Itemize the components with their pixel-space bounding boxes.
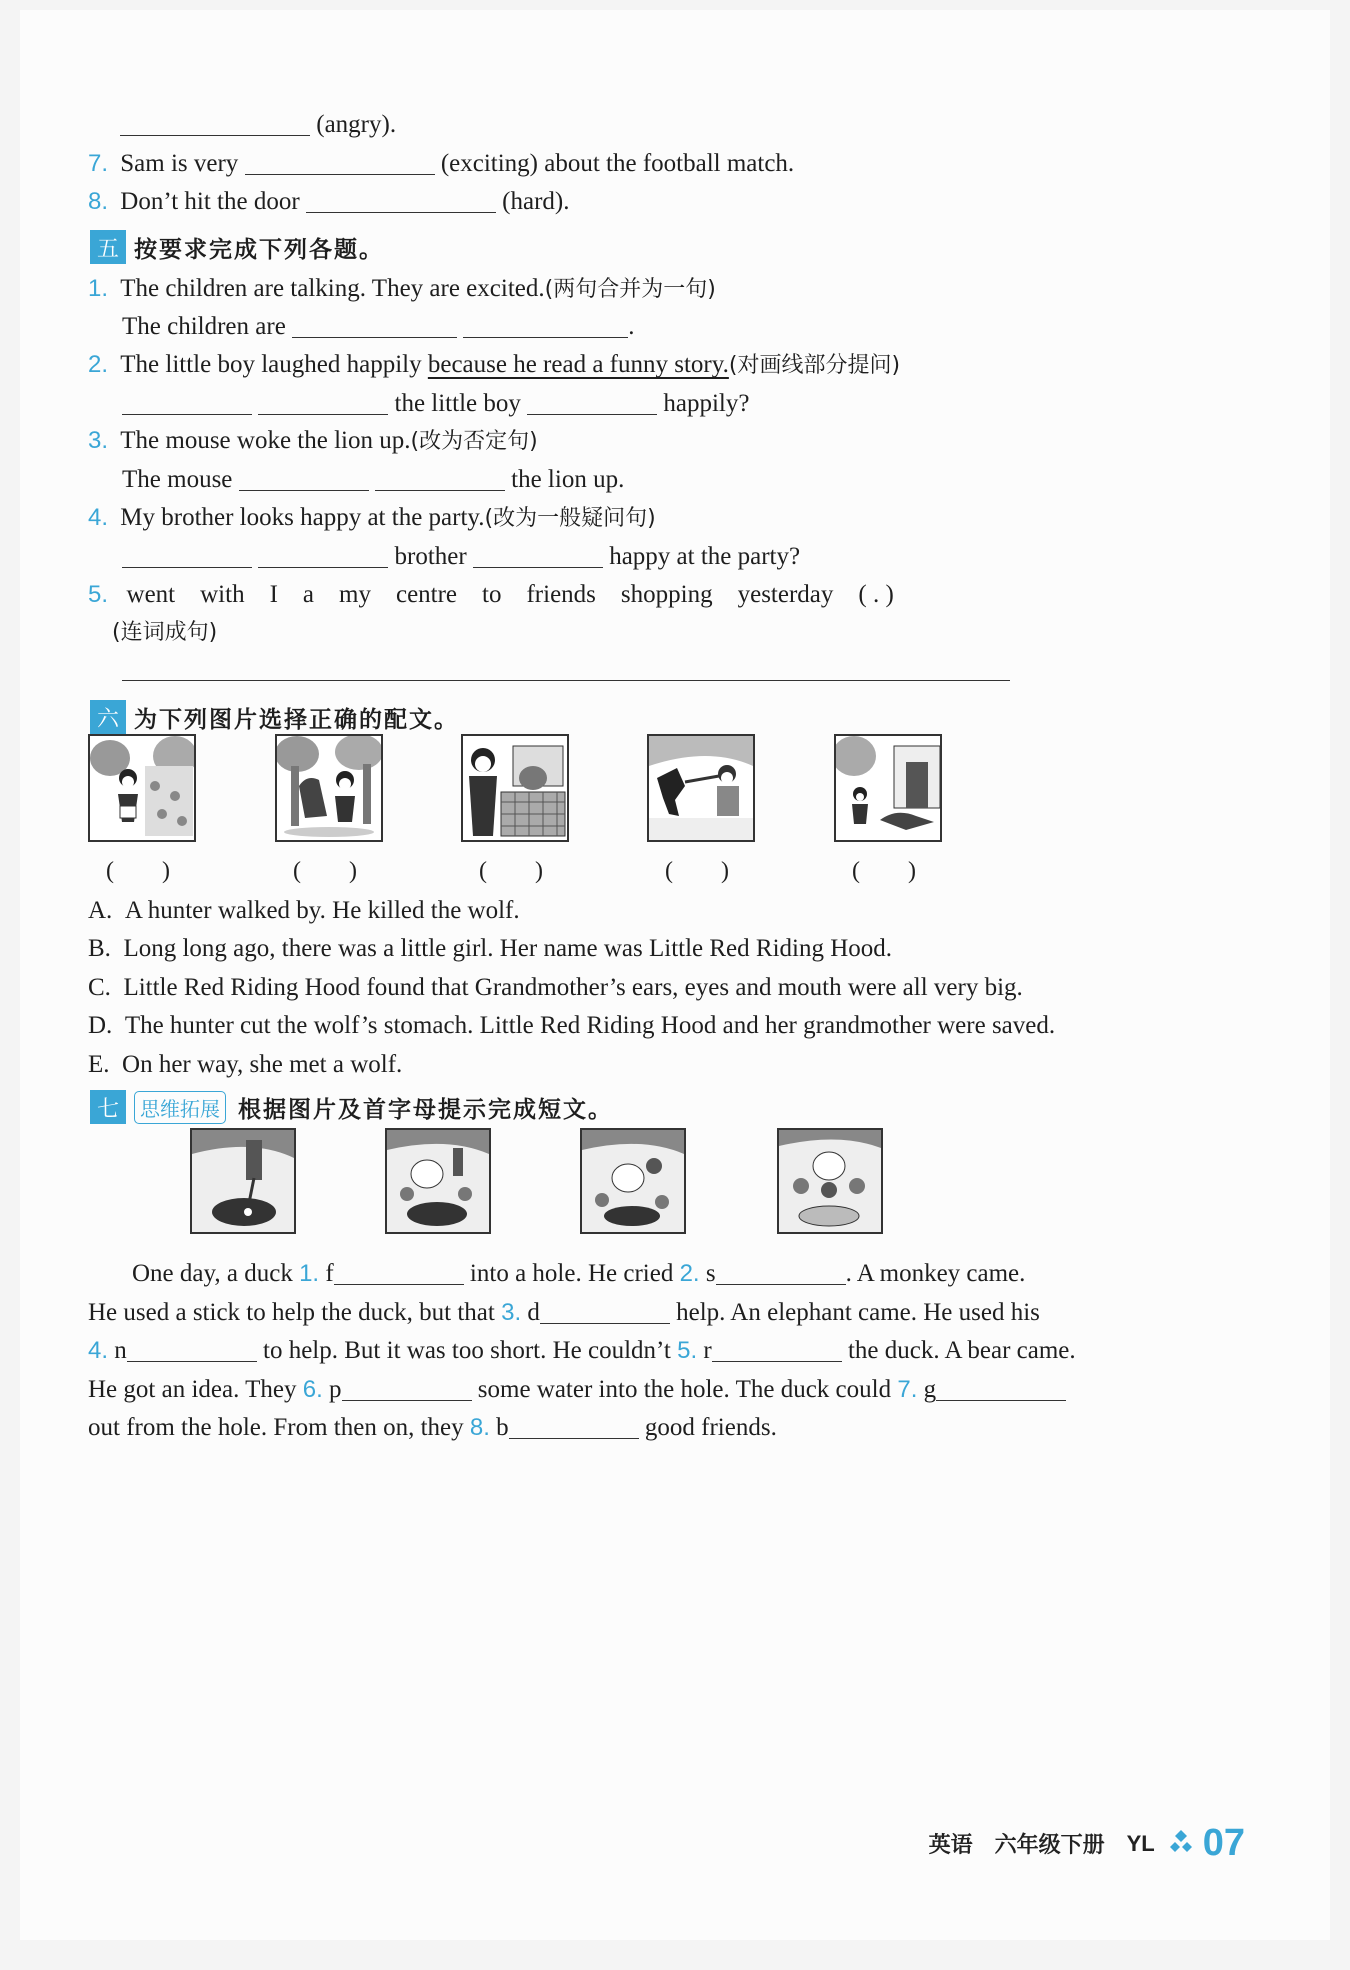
option-c: C. Little Red Riding Hood found that Grandmother’s ears, eyes and mouth were all very big.	[88, 974, 1023, 1001]
picture-duck-in-hole	[190, 1128, 296, 1234]
answer-bracket[interactable]: ( )	[293, 858, 357, 884]
section-badge: 七	[90, 1090, 126, 1124]
answer-blank[interactable]	[342, 1374, 472, 1401]
answer-blank[interactable]	[120, 109, 310, 136]
answer-blank[interactable]	[527, 388, 657, 415]
subject-label: 英语	[928, 1833, 973, 1858]
answer-blank[interactable]	[712, 1335, 842, 1362]
answer-blank[interactable]	[306, 186, 496, 213]
picture-friends-together	[777, 1128, 883, 1234]
option-d: D. The hunter cut the wolf’s stomach. Little Red Riding Hood and her grandmother were saved.	[88, 1012, 1056, 1039]
question-8: 8. Don’t hit the door (hard).	[88, 188, 570, 215]
answer-line[interactable]	[122, 680, 1010, 681]
section-badge: 五	[90, 230, 126, 264]
answer-blank[interactable]	[122, 541, 252, 568]
s5-question-3: 3. The mouse woke the lion up.(改为否定句)	[88, 427, 538, 454]
answer-blank[interactable]	[258, 388, 388, 415]
option-e: E. On her way, she met a wolf.	[88, 1051, 403, 1078]
s5-answer-3: The mouse the lion up.	[122, 466, 625, 493]
page-number: 07	[1202, 1822, 1245, 1864]
answer-blank[interactable]	[292, 311, 457, 338]
answer-blank[interactable]	[509, 1412, 639, 1439]
page-footer	[929, 1822, 1245, 1865]
answer-blank[interactable]	[936, 1374, 1066, 1401]
answer-bracket[interactable]: ( )	[479, 858, 543, 884]
passage-line-4: He got an idea. They 6. p some water into the hole. The duck could 7. g	[20, 1373, 1330, 1407]
underlined-phrase: because he read a funny story.	[427, 351, 729, 378]
option-b: B. Long long ago, there was a little girl. Her name was Little Red Riding Hood.	[88, 935, 893, 962]
answer-bracket[interactable]: ( )	[852, 858, 916, 884]
section-title: 为下列图片选择正确的配文。	[134, 706, 459, 733]
picture-girl-saved	[834, 734, 942, 842]
s5-question-4: 4. My brother looks happy at the party.(改为一般疑问句)	[88, 504, 656, 531]
answer-blank[interactable]	[540, 1297, 670, 1324]
answer-blank[interactable]	[239, 464, 369, 491]
section-7-header	[90, 1088, 613, 1126]
section-5-header	[90, 228, 384, 266]
passage-line-5: out from the hole. From then on, they 8. b good friends.	[88, 1414, 777, 1441]
section-badge: 六	[90, 700, 126, 734]
answer-bracket[interactable]: ( )	[106, 858, 170, 884]
extension-tag: 思维拓展	[134, 1091, 226, 1124]
worksheet-page	[20, 10, 1330, 1940]
answer-blank[interactable]	[473, 541, 603, 568]
answer-blank[interactable]	[122, 388, 252, 415]
q6-continuation: (angry).	[20, 108, 1330, 142]
option-a: A. A hunter walked by. He killed the wolf.	[88, 897, 520, 924]
passage-line-2: He used a stick to help the duck, but that 3. d help. An elephant came. He used his	[88, 1299, 1040, 1326]
s5-question-5: 5. went with I a my centre to friends shopping yesterday ( . )	[88, 581, 894, 608]
answer-blank[interactable]	[463, 311, 628, 338]
picture-hunter-and-wolf	[647, 734, 755, 842]
edition-label: YL	[1126, 1830, 1155, 1856]
section-title: 根据图片及首字母提示完成短文。	[238, 1096, 613, 1123]
answer-blank[interactable]	[127, 1335, 257, 1362]
answer-blank[interactable]	[375, 464, 505, 491]
picture-girl-in-garden	[88, 734, 196, 842]
s5-q5-note: (连词成句)	[112, 620, 218, 645]
passage-line-1: One day, a duck 1. f into a hole. He cried 2. s . A monkey came.	[132, 1260, 1026, 1287]
picture-elephant-helps	[385, 1128, 491, 1234]
grade-label: 六年级下册	[994, 1833, 1105, 1858]
section-title: 按要求完成下列各题。	[134, 236, 384, 263]
answer-blank[interactable]	[245, 148, 435, 175]
answer-blank[interactable]	[258, 541, 388, 568]
answer-blank[interactable]	[334, 1258, 464, 1285]
s5-answer-1: The children are .	[122, 313, 635, 340]
answer-blank[interactable]	[716, 1258, 846, 1285]
s5-question-1: 1. The children are talking. They are excited.(两句合并为一句)	[88, 275, 716, 302]
question-7: 7. Sam is very (exciting) about the football match.	[88, 150, 795, 177]
picture-girl-meets-wolf	[275, 734, 383, 842]
s5-question-2: 2. The little boy laughed happily because he read a funny story.(对画线部分提问)	[88, 351, 901, 378]
section-6-header	[90, 698, 459, 736]
passage-line-3: 4. n to help. But it was too short. He couldn’t 5. r the duck. A bear came.	[88, 1337, 1076, 1364]
answer-bracket[interactable]: ( )	[665, 858, 729, 884]
s5-answer-4: brother happy at the party?	[20, 540, 1330, 574]
diamond-icon	[1169, 1829, 1193, 1859]
s5-answer-2: the little boy happily?	[20, 387, 1330, 421]
picture-wolf-in-bed	[461, 734, 569, 842]
picture-bear-idea	[580, 1128, 686, 1234]
